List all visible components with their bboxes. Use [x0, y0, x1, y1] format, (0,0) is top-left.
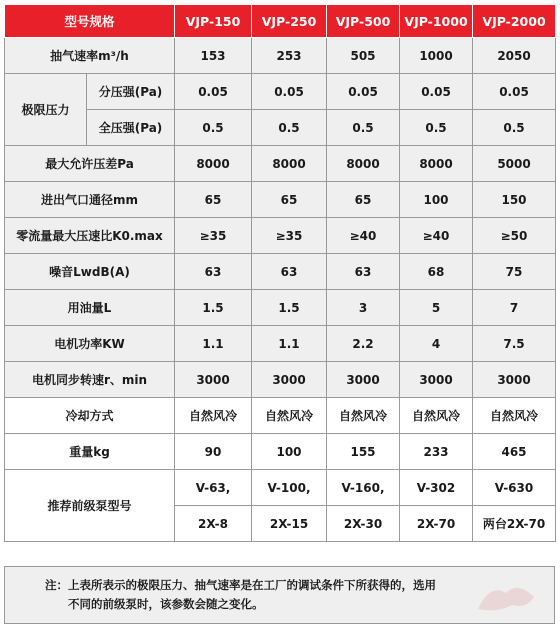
cell-value: 3000 [327, 362, 400, 398]
cell-value: 2X-70 [400, 506, 473, 542]
row-label: 噪音LwdB(A) [5, 254, 175, 290]
cell-value: ≥35 [175, 218, 252, 254]
table-row [5, 146, 556, 182]
cell-value: 4 [400, 326, 473, 362]
row-sublabel: 全压强(Pa) [87, 110, 175, 146]
footnote-line: 注：上表所表示的极限压力、抽气速率是在工厂的调试条件下所获得的，选用 [45, 578, 436, 592]
cell-value: 100 [252, 434, 327, 470]
cell-value: 自然风冷 [400, 398, 473, 434]
table-row [5, 110, 556, 146]
cell-value: 8000 [400, 146, 473, 182]
cell-value: 两台2X-70 [473, 506, 556, 542]
cell-value: 自然风冷 [252, 398, 327, 434]
cell-value: 153 [175, 38, 252, 74]
row-label: 冷却方式 [5, 398, 175, 434]
table-row [5, 470, 556, 506]
row-label: 推荐前级泵型号 [5, 470, 175, 542]
row-sublabel: 分压强(Pa) [87, 74, 175, 110]
cell-value: 8000 [252, 146, 327, 182]
table-row [5, 434, 556, 470]
cell-value: 3000 [175, 362, 252, 398]
cell-value: V-160, [327, 470, 400, 506]
cell-value: V-100, [252, 470, 327, 506]
table-row [5, 74, 556, 110]
table-row [5, 254, 556, 290]
cell-value: ≥50 [473, 218, 556, 254]
cell-value: 2X-30 [327, 506, 400, 542]
cell-value: 2050 [473, 38, 556, 74]
cell-value: ≥40 [327, 218, 400, 254]
cell-value: 90 [175, 434, 252, 470]
row-label: 电机同步转速r、min [5, 362, 175, 398]
cell-value: 0.05 [175, 74, 252, 110]
cell-value: 465 [473, 434, 556, 470]
cell-value: 自然风冷 [327, 398, 400, 434]
cell-value: 233 [400, 434, 473, 470]
row-label: 用油量L [5, 290, 175, 326]
cell-value: 自然风冷 [473, 398, 556, 434]
table-row [5, 218, 556, 254]
row-label: 最大允许压差Pa [5, 146, 175, 182]
cell-value: 0.5 [327, 110, 400, 146]
row-label: 电机功率KW [5, 326, 175, 362]
table-row [5, 38, 556, 74]
cell-value: 65 [252, 182, 327, 218]
row-label: 零流量最大压速比K0.max [5, 218, 175, 254]
table-row [5, 182, 556, 218]
cell-value: 505 [327, 38, 400, 74]
model-header: VJP-500 [327, 5, 400, 38]
cell-value: 7 [473, 290, 556, 326]
cell-value: 0.05 [327, 74, 400, 110]
row-group-label: 极限压力 [5, 74, 87, 146]
cell-value: 253 [252, 38, 327, 74]
cell-value: 0.5 [252, 110, 327, 146]
cell-value: 3 [327, 290, 400, 326]
cell-value: 65 [327, 182, 400, 218]
cell-value: 0.5 [175, 110, 252, 146]
cell-value: 63 [175, 254, 252, 290]
cell-value: 0.05 [400, 74, 473, 110]
cell-value: 8000 [327, 146, 400, 182]
cell-value: 3000 [252, 362, 327, 398]
cell-value: 0.05 [252, 74, 327, 110]
row-label: 重量kg [5, 434, 175, 470]
cell-value: 自然风冷 [175, 398, 252, 434]
header-label: 型号规格 [5, 5, 175, 38]
row-label: 进出气口通径mm [5, 182, 175, 218]
cell-value: 5 [400, 290, 473, 326]
cell-value: ≥40 [400, 218, 473, 254]
footnote-line: 不同的前级泵时，该参数会随之变化。 [68, 597, 264, 611]
cell-value: 100 [400, 182, 473, 218]
cell-value: V-302 [400, 470, 473, 506]
cell-value: 1.5 [175, 290, 252, 326]
cell-value: V-630 [473, 470, 556, 506]
cell-value: 8000 [175, 146, 252, 182]
cell-value: 63 [327, 254, 400, 290]
watermark-logo-icon [472, 579, 542, 615]
model-header: VJP-250 [252, 5, 327, 38]
model-header: VJP-150 [175, 5, 252, 38]
cell-value: 63 [252, 254, 327, 290]
cell-value: 0.5 [400, 110, 473, 146]
cell-value: 2X-8 [175, 506, 252, 542]
spec-table [4, 4, 556, 542]
header-row [5, 5, 556, 38]
table-row [5, 290, 556, 326]
cell-value: 2X-15 [252, 506, 327, 542]
cell-value: 1.5 [252, 290, 327, 326]
cell-value: 150 [473, 182, 556, 218]
cell-value: 75 [473, 254, 556, 290]
cell-value: 1000 [400, 38, 473, 74]
cell-value: 3000 [400, 362, 473, 398]
cell-value: 1.1 [252, 326, 327, 362]
model-header: VJP-2000 [473, 5, 556, 38]
cell-value: 155 [327, 434, 400, 470]
table-row [5, 326, 556, 362]
cell-value: 65 [175, 182, 252, 218]
cell-value: 5000 [473, 146, 556, 182]
cell-value: 0.5 [473, 110, 556, 146]
row-label: 抽气速率m³/h [5, 38, 175, 74]
cell-value: 7.5 [473, 326, 556, 362]
cell-value: 3000 [473, 362, 556, 398]
cell-value: 68 [400, 254, 473, 290]
cell-value: ≥35 [252, 218, 327, 254]
table-row [5, 398, 556, 434]
cell-value: 2.2 [327, 326, 400, 362]
cell-value: 0.05 [473, 74, 556, 110]
table-row [5, 362, 556, 398]
cell-value: 1.1 [175, 326, 252, 362]
cell-value: V-63, [175, 470, 252, 506]
model-header: VJP-1000 [400, 5, 473, 38]
